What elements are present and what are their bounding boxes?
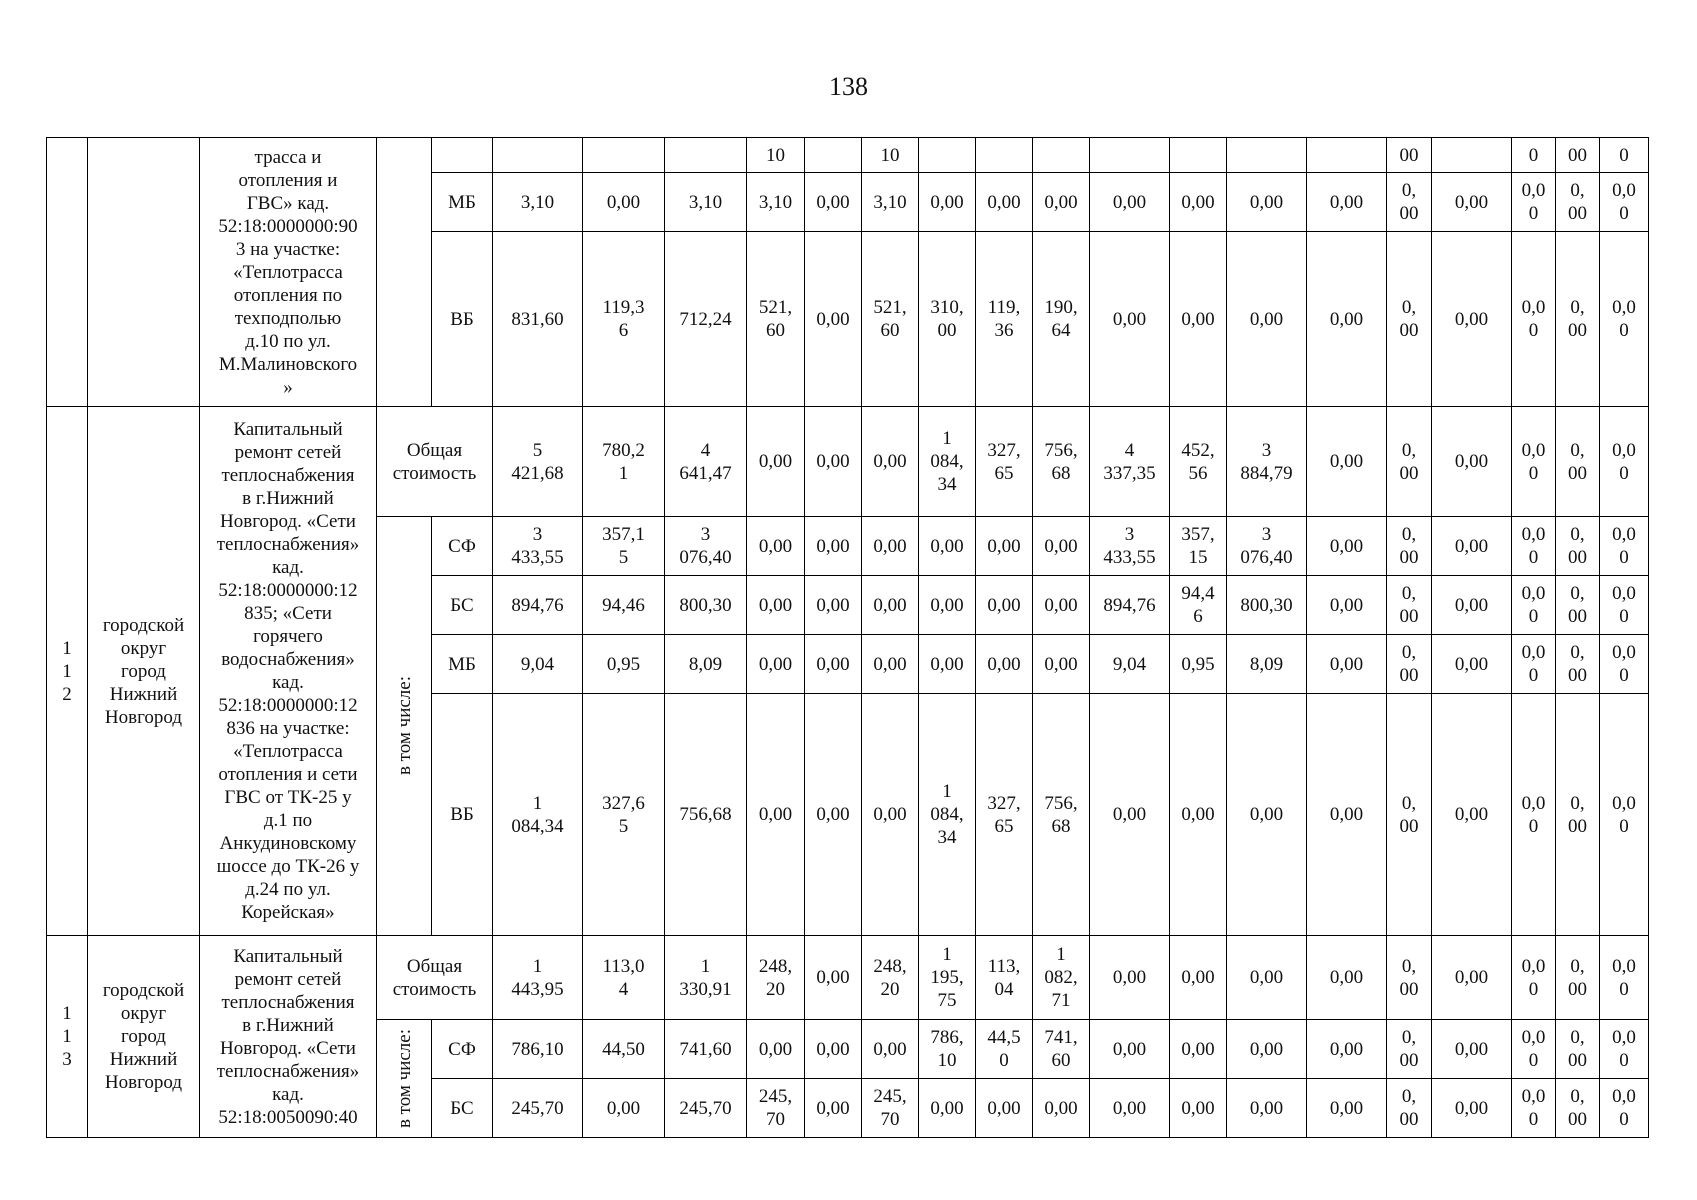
value-cell: 0, 00 xyxy=(1387,517,1432,576)
value-cell: 0, 00 xyxy=(1556,1020,1600,1079)
value-cell: 3 433,55 xyxy=(493,517,583,576)
value-cell: 310, 00 xyxy=(919,232,976,407)
value-cell: 0,00 xyxy=(747,576,805,635)
value-cell: 1 084, 34 xyxy=(919,694,976,936)
value-cell: 0, 00 xyxy=(1387,936,1432,1020)
value-cell: 0, 00 xyxy=(1387,1020,1432,1079)
value-cell: 0,00 xyxy=(1170,1020,1227,1079)
value-cell: 894,76 xyxy=(493,576,583,635)
value-cell: 0,00 xyxy=(1033,517,1090,576)
value-cell: 0,0 0 xyxy=(1512,635,1556,694)
fund-label: СФ xyxy=(432,517,493,576)
value-cell: 8,09 xyxy=(665,635,747,694)
value-cell: 786,10 xyxy=(493,1020,583,1079)
value-cell xyxy=(976,138,1033,173)
value-cell: 0,0 0 xyxy=(1512,232,1556,407)
value-cell: 0,00 xyxy=(805,936,862,1020)
item-number: 1 1 3 xyxy=(47,936,88,1138)
value-cell: 0,00 xyxy=(805,1079,862,1138)
item-number-cell xyxy=(47,138,88,407)
value-cell: 0,00 xyxy=(1170,936,1227,1020)
value-cell: 0,0 0 xyxy=(1600,635,1649,694)
value-cell: 0,00 xyxy=(1432,232,1512,407)
value-cell: 0,0 0 xyxy=(1512,694,1556,936)
value-cell: 0,00 xyxy=(1307,407,1387,517)
value-cell: 190, 64 xyxy=(1033,232,1090,407)
value-cell: 0,0 0 xyxy=(1512,173,1556,232)
value-cell: 3,10 xyxy=(747,173,805,232)
value-cell: 0,00 xyxy=(1033,576,1090,635)
value-cell: 0,00 xyxy=(805,517,862,576)
value-cell: 0,00 xyxy=(976,635,1033,694)
value-cell: 800,30 xyxy=(1227,576,1307,635)
value-cell xyxy=(1307,138,1387,173)
table-row xyxy=(47,407,1649,517)
value-cell: 245,70 xyxy=(665,1079,747,1138)
district: городской округ город Нижний Новгород xyxy=(88,407,200,936)
value-cell: 0,00 xyxy=(1307,576,1387,635)
value-cell: 756, 68 xyxy=(1033,694,1090,936)
value-cell: 0,00 xyxy=(1227,1020,1307,1079)
value-cell: 0,00 xyxy=(1307,694,1387,936)
fund-label: СФ xyxy=(432,1020,493,1079)
value-cell: 521, 60 xyxy=(747,232,805,407)
value-cell: 0,0 0 xyxy=(1600,1079,1649,1138)
fund-label: БС xyxy=(432,1079,493,1138)
value-cell: 3 076,40 xyxy=(665,517,747,576)
value-cell: 0,00 xyxy=(1090,173,1170,232)
value-cell: 0,00 xyxy=(1307,1079,1387,1138)
value-cell xyxy=(805,138,862,173)
value-cell: 0,00 xyxy=(805,232,862,407)
value-cell: 0,00 xyxy=(1090,232,1170,407)
value-cell: 0,00 xyxy=(747,694,805,936)
value-cell: 0,0 0 xyxy=(1600,936,1649,1020)
value-cell: 248, 20 xyxy=(862,936,919,1020)
value-cell: 245, 70 xyxy=(747,1079,805,1138)
value-cell: 894,76 xyxy=(1090,576,1170,635)
value-cell xyxy=(1033,138,1090,173)
value-cell: 0 xyxy=(1512,138,1556,173)
value-cell: 0, 00 xyxy=(1387,173,1432,232)
value-cell: 0,00 xyxy=(919,517,976,576)
value-cell: 0,0 0 xyxy=(1600,407,1649,517)
value-cell: 800,30 xyxy=(665,576,747,635)
value-cell: 0, 00 xyxy=(1387,407,1432,517)
value-cell: 786, 10 xyxy=(919,1020,976,1079)
value-cell: 357, 15 xyxy=(1170,517,1227,576)
value-cell: 0, 00 xyxy=(1556,517,1600,576)
value-cell xyxy=(919,138,976,173)
value-cell: 0,00 xyxy=(1307,517,1387,576)
in-total-label xyxy=(377,517,432,936)
fund-label: МБ xyxy=(432,173,493,232)
value-cell: 5 421,68 xyxy=(493,407,583,517)
value-cell: 0,00 xyxy=(1090,694,1170,936)
value-cell: 00 xyxy=(1387,138,1432,173)
value-cell: 0,00 xyxy=(1227,1079,1307,1138)
value-cell: 0,00 xyxy=(976,1079,1033,1138)
value-cell: 0,00 xyxy=(1432,936,1512,1020)
in-total-text: в том числе: xyxy=(393,1028,415,1129)
value-cell: 3,10 xyxy=(862,173,919,232)
value-cell: 0,00 xyxy=(805,576,862,635)
value-cell: 0, 00 xyxy=(1387,635,1432,694)
value-cell: 756,68 xyxy=(665,694,747,936)
value-cell: 0,95 xyxy=(583,635,665,694)
value-cell: 327, 65 xyxy=(976,694,1033,936)
value-cell: 0,0 0 xyxy=(1512,576,1556,635)
value-cell: 113, 04 xyxy=(976,936,1033,1020)
value-cell: 0, 00 xyxy=(1556,407,1600,517)
value-cell: 521, 60 xyxy=(862,232,919,407)
value-cell: 0,00 xyxy=(1170,694,1227,936)
value-cell: 0,00 xyxy=(1307,1020,1387,1079)
district: городской округ город Нижний Новгород xyxy=(88,936,200,1138)
value-cell xyxy=(493,138,583,173)
value-cell: 3 433,55 xyxy=(1090,517,1170,576)
total-cost-label: Общая стоимость xyxy=(377,407,493,517)
value-cell: 3,10 xyxy=(493,173,583,232)
value-cell: 3,10 xyxy=(665,173,747,232)
value-cell xyxy=(1227,138,1307,173)
value-cell: 741,60 xyxy=(665,1020,747,1079)
value-cell: 8,09 xyxy=(1227,635,1307,694)
value-cell: 0,00 xyxy=(862,576,919,635)
value-cell: 0, 00 xyxy=(1387,694,1432,936)
value-cell: 0,00 xyxy=(919,173,976,232)
value-cell: 113,0 4 xyxy=(583,936,665,1020)
value-cell: 0, 00 xyxy=(1387,576,1432,635)
fund-label: ВБ xyxy=(432,232,493,407)
value-cell: 0,00 xyxy=(747,517,805,576)
value-cell xyxy=(1090,138,1170,173)
value-cell: 0,00 xyxy=(1307,936,1387,1020)
value-cell: 0,00 xyxy=(747,635,805,694)
value-cell: 0,00 xyxy=(583,1079,665,1138)
value-cell: 9,04 xyxy=(493,635,583,694)
value-cell: 0, 00 xyxy=(1387,232,1432,407)
value-cell: 0,00 xyxy=(805,173,862,232)
value-cell: 0, 00 xyxy=(1556,576,1600,635)
value-cell: 0, 00 xyxy=(1387,1079,1432,1138)
value-cell: 0,00 xyxy=(1432,635,1512,694)
value-cell: 0,0 0 xyxy=(1600,576,1649,635)
value-cell: 10 xyxy=(862,138,919,173)
value-cell: 741, 60 xyxy=(1033,1020,1090,1079)
value-cell: 44,5 0 xyxy=(976,1020,1033,1079)
value-cell: 0,95 xyxy=(1170,635,1227,694)
value-cell: 0,0 0 xyxy=(1512,407,1556,517)
page-number: 138 xyxy=(829,72,868,101)
value-cell: 0,00 xyxy=(1432,517,1512,576)
value-cell: 0, 00 xyxy=(1556,232,1600,407)
value-cell: 1 082, 71 xyxy=(1033,936,1090,1020)
value-cell: 327, 65 xyxy=(976,407,1033,517)
value-cell: 0,00 xyxy=(862,694,919,936)
value-cell: 0, 00 xyxy=(1556,173,1600,232)
value-cell: 0,00 xyxy=(1432,407,1512,517)
value-cell: 119, 36 xyxy=(976,232,1033,407)
value-cell: 0,0 0 xyxy=(1512,1079,1556,1138)
value-cell: 0,00 xyxy=(805,1020,862,1079)
value-cell: 0,00 xyxy=(805,635,862,694)
fund-label: ВБ xyxy=(432,694,493,936)
value-cell: 4 641,47 xyxy=(665,407,747,517)
value-cell: 245, 70 xyxy=(862,1079,919,1138)
value-cell: 0,0 0 xyxy=(1600,173,1649,232)
value-cell: 0,00 xyxy=(805,407,862,517)
value-cell: 0 xyxy=(1600,138,1649,173)
value-cell: 94,4 6 xyxy=(1170,576,1227,635)
value-cell: 0,00 xyxy=(1090,936,1170,1020)
value-cell: 0,00 xyxy=(862,517,919,576)
value-cell: 0,00 xyxy=(1227,694,1307,936)
value-cell: 0,00 xyxy=(1307,232,1387,407)
value-cell xyxy=(583,138,665,173)
value-cell: 357,1 5 xyxy=(583,517,665,576)
value-cell: 0, 00 xyxy=(1556,936,1600,1020)
in-total-text: в том числе: xyxy=(393,676,415,776)
value-cell: 0,00 xyxy=(862,407,919,517)
value-cell: 0,0 0 xyxy=(1512,936,1556,1020)
value-cell: 0,00 xyxy=(1170,232,1227,407)
total-cost-label: Общая стоимость xyxy=(377,936,493,1020)
value-cell: 0,0 0 xyxy=(1600,1020,1649,1079)
in-total-cell xyxy=(377,138,432,407)
value-cell: 0,00 xyxy=(1170,1079,1227,1138)
value-cell: 44,50 xyxy=(583,1020,665,1079)
value-cell: 0,00 xyxy=(919,576,976,635)
in-total-label xyxy=(377,1020,432,1138)
value-cell xyxy=(665,138,747,173)
value-cell: 0,00 xyxy=(1432,694,1512,936)
value-cell: 0,00 xyxy=(1432,1079,1512,1138)
value-cell: 780,2 1 xyxy=(583,407,665,517)
value-cell: 0,00 xyxy=(919,1079,976,1138)
value-cell: 0,0 0 xyxy=(1600,694,1649,936)
value-cell: 0,00 xyxy=(1090,1020,1170,1079)
object-name: Капитальный ремонт сетей теплоснабжения в г.Нижний Новгород. «Сети теплоснабжения» кад. 52:18:0000000:12 835; «Сети горячего водоснабжения» кад. 52:18:0000000:12 836 на участке: «Теплотрасса отопления и сети ГВС от ТК-25 у д.1 по Анкудиновскому шоссе до ТК-26 у д.24 по ул. Корейская» xyxy=(200,407,377,936)
value-cell: 119,3 6 xyxy=(583,232,665,407)
value-cell: 0,00 xyxy=(747,1020,805,1079)
value-cell: 00 xyxy=(1556,138,1600,173)
value-cell: 9,04 xyxy=(1090,635,1170,694)
value-cell: 0,0 0 xyxy=(1600,517,1649,576)
value-cell xyxy=(1432,138,1512,173)
value-cell: 0,00 xyxy=(1432,173,1512,232)
value-cell: 1 084,34 xyxy=(493,694,583,936)
value-cell: 0,00 xyxy=(976,517,1033,576)
value-cell: 0, 00 xyxy=(1556,1079,1600,1138)
value-cell: 0,00 xyxy=(1432,1020,1512,1079)
value-cell: 0,00 xyxy=(862,1020,919,1079)
value-cell: 0,00 xyxy=(919,635,976,694)
fund-label: БС xyxy=(432,576,493,635)
value-cell: 0,00 xyxy=(976,576,1033,635)
value-cell: 0,00 xyxy=(747,407,805,517)
value-cell: 0,00 xyxy=(1227,936,1307,1020)
value-cell: 248, 20 xyxy=(747,936,805,1020)
value-cell: 0,00 xyxy=(1307,635,1387,694)
value-cell: 0,00 xyxy=(1432,576,1512,635)
value-cell: 0,00 xyxy=(1307,173,1387,232)
value-cell: 831,60 xyxy=(493,232,583,407)
object-name: трасса и отопления и ГВС» кад. 52:18:0000000:90 3 на участке: «Теплотрасса отопления по техподполью д.10 по ул. М.Малиновского » xyxy=(200,138,377,407)
value-cell: 452, 56 xyxy=(1170,407,1227,517)
table-row xyxy=(47,936,1649,1020)
value-cell: 4 337,35 xyxy=(1090,407,1170,517)
value-cell: 1 443,95 xyxy=(493,936,583,1020)
value-cell: 0,00 xyxy=(583,173,665,232)
district-cell xyxy=(88,138,200,407)
value-cell: 94,46 xyxy=(583,576,665,635)
value-cell: 10 xyxy=(747,138,805,173)
item-number: 1 1 2 xyxy=(47,407,88,936)
value-cell: 0,00 xyxy=(976,173,1033,232)
value-cell: 1 195, 75 xyxy=(919,936,976,1020)
value-cell: 0,00 xyxy=(1033,173,1090,232)
value-cell: 0,00 xyxy=(1170,173,1227,232)
value-cell: 0, 00 xyxy=(1556,694,1600,936)
object-name: Капитальный ремонт сетей теплоснабжения в г.Нижний Новгород. «Сети теплоснабжения» кад. 52:18:0050090:40 xyxy=(200,936,377,1138)
value-cell: 0,0 0 xyxy=(1600,232,1649,407)
value-cell: 712,24 xyxy=(665,232,747,407)
value-cell: 0,00 xyxy=(1227,173,1307,232)
fund-label: МБ xyxy=(432,635,493,694)
value-cell: 245,70 xyxy=(493,1079,583,1138)
value-cell: 1 084, 34 xyxy=(919,407,976,517)
value-cell: 0,00 xyxy=(862,635,919,694)
value-cell: 0, 00 xyxy=(1556,635,1600,694)
value-cell: 756, 68 xyxy=(1033,407,1090,517)
value-cell: 1 330,91 xyxy=(665,936,747,1020)
value-cell: 0,00 xyxy=(1033,635,1090,694)
value-cell: 3 076,40 xyxy=(1227,517,1307,576)
table-row xyxy=(47,138,1649,173)
value-cell xyxy=(1170,138,1227,173)
value-cell: 0,0 0 xyxy=(1512,1020,1556,1079)
value-cell: 327,6 5 xyxy=(583,694,665,936)
value-cell: 0,00 xyxy=(1090,1079,1170,1138)
value-cell: 0,0 0 xyxy=(1512,517,1556,576)
value-cell: 0,00 xyxy=(1227,232,1307,407)
financing-table xyxy=(46,137,1649,1138)
value-cell: 3 884,79 xyxy=(1227,407,1307,517)
fund-label xyxy=(432,138,493,173)
value-cell: 0,00 xyxy=(805,694,862,936)
value-cell: 0,00 xyxy=(1033,1079,1090,1138)
